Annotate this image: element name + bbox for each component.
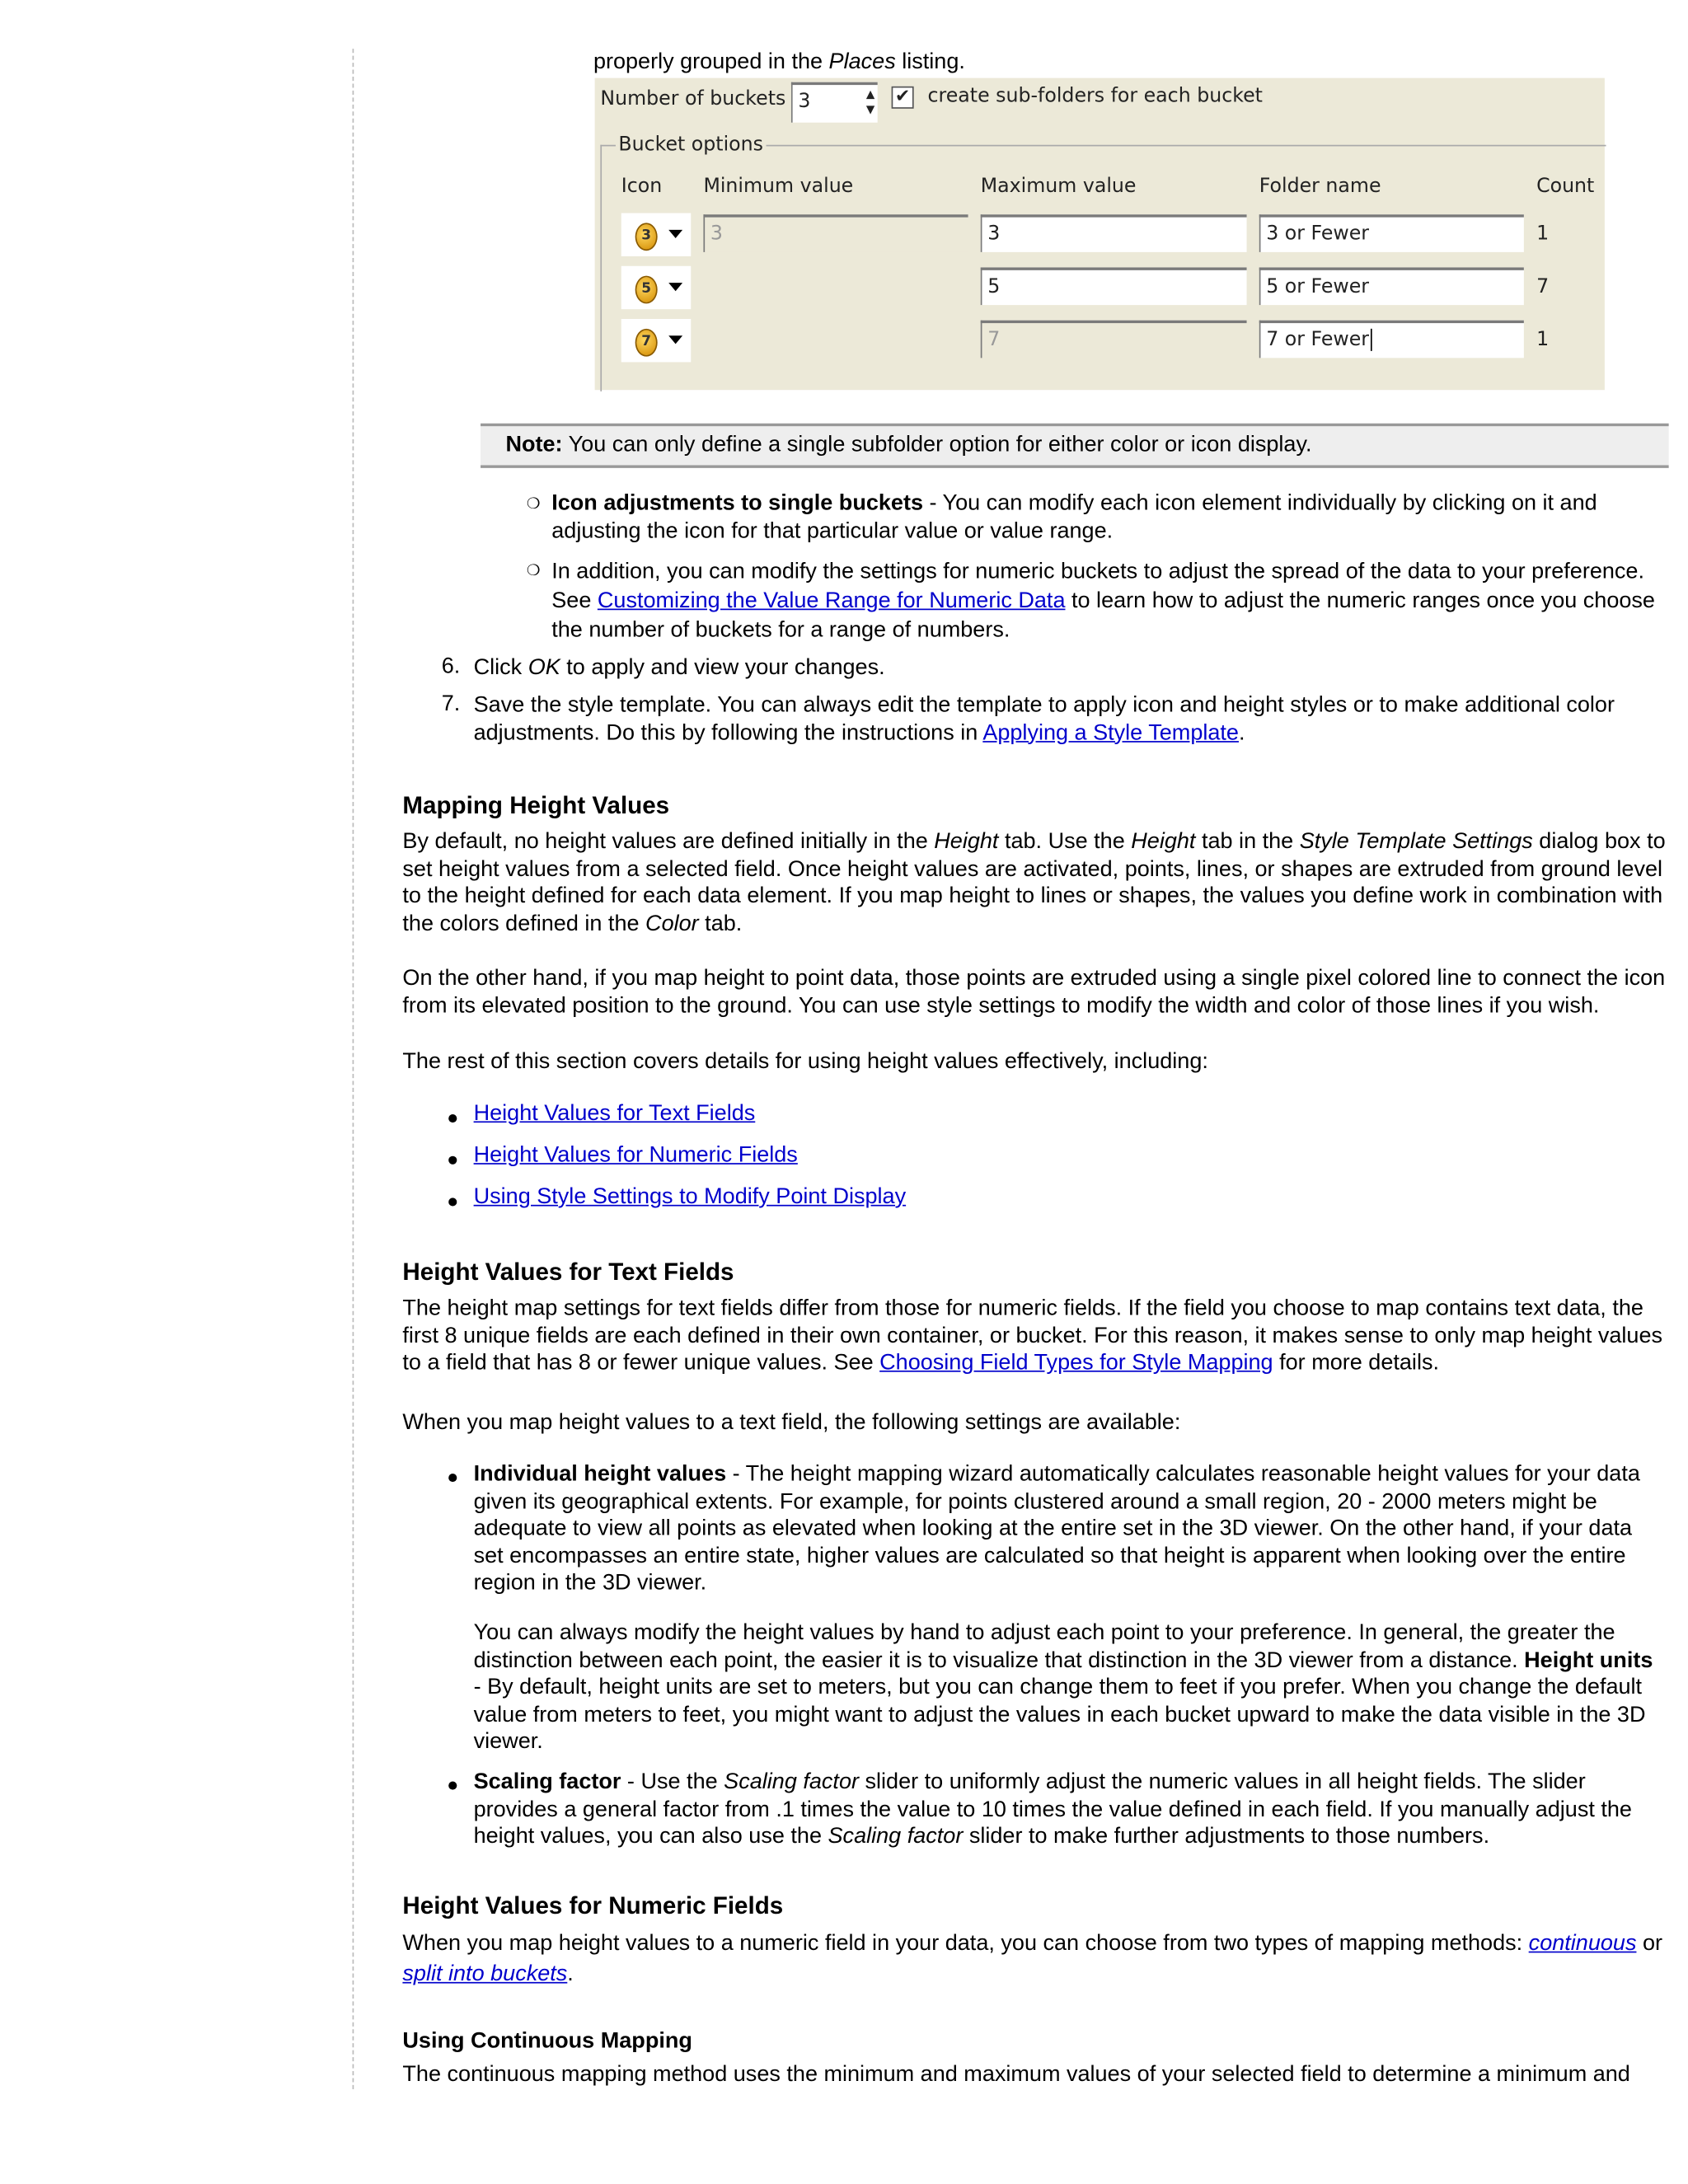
paragraph bbox=[402, 965, 1670, 1019]
italic-text: Height bbox=[1131, 830, 1196, 854]
heading-mapping-height: Mapping Height Values bbox=[402, 790, 670, 819]
col-header-max: Maximum value bbox=[980, 175, 1137, 198]
paragraph bbox=[402, 1049, 1670, 1076]
text-run: or bbox=[1636, 1932, 1663, 1956]
italic-text: OK bbox=[528, 655, 560, 680]
folder-name-field[interactable]: 3 or Fewer bbox=[1259, 214, 1524, 252]
link-height-text-fields[interactable]: Height Values for Text Fields bbox=[473, 1101, 756, 1126]
bullet-icon bbox=[448, 1197, 457, 1206]
num-buckets-value: 3 bbox=[798, 90, 811, 113]
max-value-field: 7 bbox=[981, 321, 1247, 359]
count-value: 1 bbox=[1536, 328, 1550, 351]
text-run: The continuous mapping method uses the minimum and maximum values of your selected field to determine a minimum and bbox=[402, 2062, 1630, 2087]
text-run: tab. Use the bbox=[998, 830, 1132, 854]
count-value: 1 bbox=[1536, 223, 1550, 246]
count-value: 7 bbox=[1536, 275, 1550, 298]
paragraph bbox=[402, 829, 1670, 938]
italic-text: Scaling factor bbox=[828, 1825, 964, 1849]
heading-numeric-fields: Height Values for Numeric Fields bbox=[402, 1891, 784, 1919]
text-run: Click bbox=[473, 655, 528, 680]
col-header-count: Count bbox=[1536, 175, 1595, 198]
text-run: - The height mapping wizard automatically calculates reasonable height values for your data given its geographical extents. For example, for points clustered around a small region, 20 - 2000 meters might be adequate to view all points as elevated when looking at the entire set in the 3D viewer. On the other hand, if your data set encompasses an entire state, higher values are calculated so that height is apparent when looking over the entire region in the 3D viewer. bbox=[473, 1462, 1640, 1596]
italic-text: Places bbox=[828, 49, 896, 74]
paragraph bbox=[474, 1619, 1665, 1756]
sub-bullet-item bbox=[551, 490, 1666, 545]
text-run: for more details. bbox=[1273, 1351, 1439, 1376]
text-run: - By default, height units are set to meters, but you can change them to feet if you prefer. When you change the default value from meters to feet, you might want to adjust the values in each bucket upward to make the data visible in the 3D viewer. bbox=[473, 1675, 1646, 1755]
italic-text: Color bbox=[645, 912, 699, 936]
text-run: slider to uniformly adjust the numeric values in all height fields. The slider provides a general factor from .1 times the value to 10 times the value defined in each field. If you manually adjust the height values, you can also use the bbox=[473, 1769, 1632, 1849]
text-run: dialog box to set height values from a selected field. Once height values are activated, points, lines, or shapes are extruded from ground level to the height defined for each data element. If you map height to lines or shapes, the values you define work in combination with the colors defined in the bbox=[402, 830, 1666, 936]
bucket-options-label: Bucket options bbox=[616, 134, 766, 156]
heading-continuous-mapping: Using Continuous Mapping bbox=[402, 2029, 692, 2054]
folder-name-field[interactable]: 5 or Fewer bbox=[1259, 267, 1524, 305]
folder-name-text: 7 or Fewer bbox=[1266, 328, 1370, 351]
text-run: On the other hand, if you map height to point data, those points are extruded using a single pixel colored line to connect the icon from its elevated position to the ground. You can use style settings to modify the width and color of those lines if you wish. bbox=[402, 966, 1666, 1018]
bullet-icon bbox=[448, 1474, 457, 1482]
bullet-icon bbox=[448, 1156, 457, 1165]
margin-divider bbox=[353, 49, 354, 2089]
italic-text: Height bbox=[934, 830, 999, 854]
col-header-min: Minimum value bbox=[703, 175, 854, 198]
link-height-numeric-fields[interactable]: Height Values for Numeric Fields bbox=[473, 1143, 798, 1168]
italic-text: Scaling factor bbox=[724, 1769, 859, 1794]
paragraph bbox=[402, 1296, 1670, 1377]
text-run: You can always modify the height values by hand to adjust each point to your preference. In general, the greater the distinction between each point, the easier it is to visualize that distinction in the 3D viewer from a distance. bbox=[473, 1621, 1615, 1673]
sub-bullet-item bbox=[551, 557, 1672, 644]
icon-dropdown[interactable] bbox=[621, 319, 692, 362]
text-run: - Use the bbox=[621, 1769, 724, 1794]
text-run: to learn how to adjust the numeric ranges once you choose the number of buckets for a range of numbers. bbox=[551, 588, 1655, 643]
text-run: - You can modify each icon element individually by clicking on it and adjusting the icon for that particular value or value range. bbox=[551, 491, 1597, 543]
text-run: properly grouped in the bbox=[593, 49, 829, 74]
checkmark-icon: ✔ bbox=[894, 86, 911, 108]
inline-link[interactable]: split into buckets bbox=[402, 1962, 568, 1986]
text-run: listing. bbox=[895, 49, 965, 74]
bullet-icon bbox=[448, 1782, 457, 1790]
text-run: When you map height values to a text field, the following settings are available: bbox=[402, 1410, 1181, 1435]
bold-text: Scaling factor bbox=[473, 1769, 621, 1794]
text-run: By default, no height values are defined initially in the bbox=[402, 830, 935, 854]
bold-text: Individual height values bbox=[473, 1462, 727, 1487]
inline-link[interactable]: continuous bbox=[1528, 1932, 1637, 1956]
step-number: 7. bbox=[441, 691, 461, 716]
intro-text bbox=[593, 50, 965, 75]
numbered-coin-icon: 5 bbox=[635, 276, 658, 304]
numbered-coin-icon: 7 bbox=[635, 329, 658, 357]
folder-name-field[interactable] bbox=[1259, 321, 1524, 359]
text-cursor bbox=[1371, 329, 1372, 351]
text-run: slider to make further adjustments to those numbers. bbox=[963, 1825, 1490, 1849]
numbered-coin-icon: 3 bbox=[635, 223, 658, 251]
spinner-arrows-icon[interactable]: ▲ ▼ bbox=[865, 87, 875, 116]
paragraph bbox=[402, 1929, 1670, 1990]
step-number: 6. bbox=[441, 654, 461, 679]
num-buckets-label: Number of buckets bbox=[600, 87, 786, 110]
max-value-field[interactable]: 3 bbox=[981, 214, 1247, 252]
num-buckets-stepper[interactable] bbox=[791, 82, 878, 123]
bullet-item bbox=[474, 1461, 1665, 1598]
subfolders-label: create sub-folders for each bucket bbox=[927, 85, 1263, 108]
paragraph bbox=[402, 2061, 1670, 2088]
note-box bbox=[481, 424, 1669, 468]
heading-text-fields: Height Values for Text Fields bbox=[402, 1258, 734, 1286]
dropdown-arrow-icon bbox=[668, 283, 682, 291]
text-run: to apply and view your changes. bbox=[560, 655, 885, 680]
paragraph bbox=[402, 1409, 1670, 1436]
text-run: . bbox=[567, 1962, 574, 1986]
text-run: tab. bbox=[698, 912, 743, 936]
text-run: In addition, you can modify the settings for numeric buckets to adjust the spread of the data to your preference. See bbox=[551, 560, 1644, 613]
bullet-item bbox=[474, 1769, 1665, 1850]
dropdown-arrow-icon bbox=[668, 335, 682, 344]
max-value-field[interactable]: 5 bbox=[981, 267, 1247, 305]
bullet-icon bbox=[448, 1114, 457, 1122]
link-style-settings[interactable]: Using Style Settings to Modify Point Display bbox=[473, 1185, 907, 1209]
bucket-dialog bbox=[595, 78, 1605, 391]
step-item bbox=[474, 692, 1658, 747]
italic-text: Style Template Settings bbox=[1299, 830, 1533, 854]
inline-link[interactable]: Customizing the Value Range for Numeric Data bbox=[597, 588, 1066, 613]
text-run: Save the style template. You can always edit the template to apply icon and height styles or to make additional color adjustments. Do this by following the instructions in bbox=[473, 693, 1615, 745]
text-run: . bbox=[1238, 720, 1245, 745]
inline-link[interactable]: Applying a Style Template bbox=[982, 720, 1239, 745]
text-run: The rest of this section covers details for using height values effectively, including: bbox=[402, 1050, 1208, 1074]
dropdown-arrow-icon bbox=[668, 230, 682, 238]
inline-link[interactable]: Choosing Field Types for Style Mapping bbox=[879, 1351, 1273, 1376]
text-run: You can only define a single subfolder option for either color or icon display. bbox=[562, 433, 1312, 457]
icon-dropdown[interactable] bbox=[621, 266, 692, 309]
icon-dropdown[interactable] bbox=[621, 213, 692, 256]
bold-text: Height units bbox=[1524, 1648, 1653, 1673]
bold-text: Icon adjustments to single buckets bbox=[551, 491, 923, 516]
col-header-icon: Icon bbox=[621, 175, 663, 198]
min-value-field: 3 bbox=[703, 214, 968, 252]
circle-bullet-icon: ❍ bbox=[526, 495, 541, 513]
col-header-folder: Folder name bbox=[1259, 175, 1381, 198]
text-run: When you map height values to a numeric field in your data, you can choose from two types of mapping methods: bbox=[402, 1932, 1529, 1956]
note-text bbox=[481, 434, 1311, 457]
text-run: The height map settings for text fields differ from those for numeric fields. If the field you choose to map contains text data, the first 8 unique fields are each defined in their own container, or bucket. For this reason, it makes sense to only map height values to a field that has 8 or fewer unique values. See bbox=[402, 1296, 1663, 1376]
text-run: tab in the bbox=[1195, 830, 1300, 854]
subfolders-checkbox[interactable] bbox=[892, 87, 914, 109]
step-item bbox=[474, 654, 1658, 682]
circle-bullet-icon: ❍ bbox=[526, 562, 541, 580]
bold-text: Note: bbox=[505, 433, 563, 457]
